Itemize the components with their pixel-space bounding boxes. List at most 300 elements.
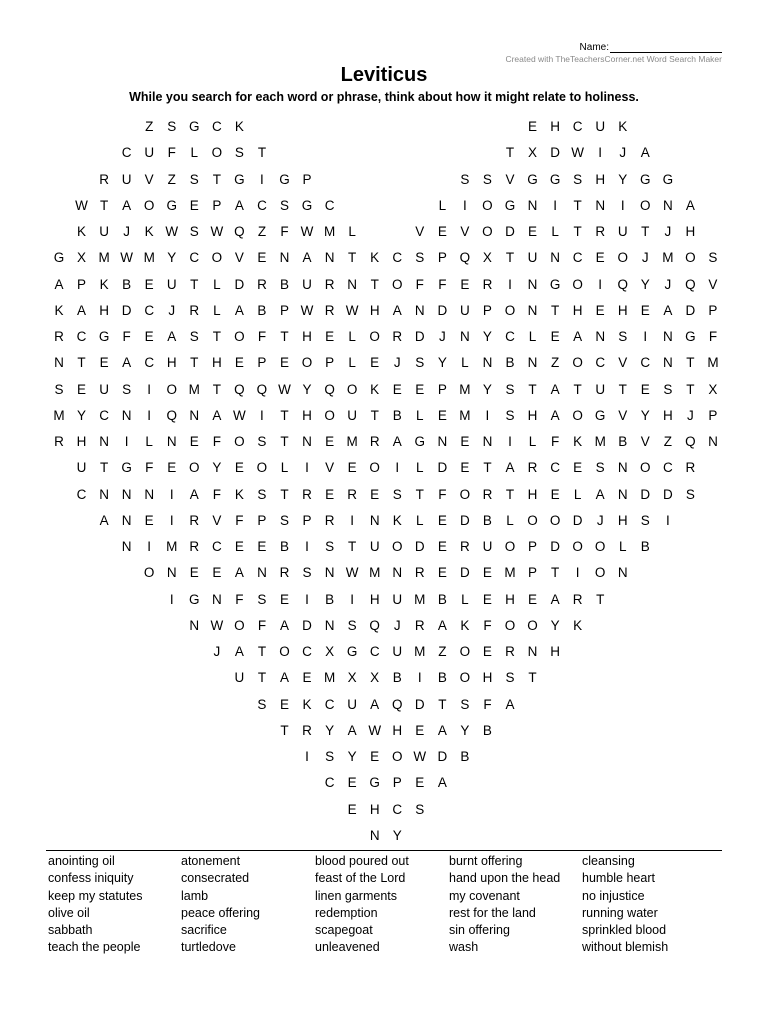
grid-letter[interactable]: L <box>145 434 153 449</box>
grid-letter[interactable]: L <box>348 224 356 239</box>
grid-letter[interactable]: Y <box>482 381 492 397</box>
grid-letter[interactable]: A <box>77 302 87 318</box>
grid-letter[interactable]: Z <box>550 355 560 371</box>
grid-letter[interactable]: T <box>528 670 537 686</box>
grid-letter[interactable]: S <box>279 197 289 213</box>
grid-letter[interactable]: U <box>144 145 155 161</box>
grid-letter[interactable]: O <box>459 644 471 659</box>
grid-letter[interactable]: C <box>662 460 673 476</box>
grid-letter[interactable]: K <box>392 512 402 528</box>
grid-letter[interactable]: O <box>211 250 223 266</box>
grid-letter[interactable]: B <box>325 591 335 607</box>
grid-letter[interactable]: R <box>572 591 583 607</box>
grid-letter[interactable]: N <box>369 827 380 843</box>
grid-letter[interactable]: T <box>573 197 582 213</box>
grid-letter[interactable]: G <box>527 171 538 187</box>
grid-letter[interactable]: I <box>395 460 400 476</box>
grid-letter[interactable]: H <box>369 801 380 817</box>
grid-letter[interactable]: R <box>54 434 64 449</box>
grid-letter[interactable]: S <box>392 486 402 502</box>
grid-letter[interactable]: S <box>640 512 650 528</box>
grid-letter[interactable]: H <box>369 302 380 318</box>
grid-letter[interactable]: D <box>121 302 132 318</box>
grid-letter[interactable]: W <box>300 224 314 239</box>
grid-letter[interactable]: T <box>348 250 357 266</box>
grid-letter[interactable]: D <box>437 749 448 764</box>
grid-letter[interactable]: E <box>437 512 447 528</box>
grid-letter[interactable]: N <box>527 302 538 318</box>
grid-letter[interactable]: C <box>505 329 515 344</box>
grid-letter[interactable]: S <box>189 329 199 344</box>
grid-letter[interactable]: Q <box>166 407 177 423</box>
grid-letter[interactable]: C <box>76 486 87 502</box>
grid-letter[interactable]: Y <box>325 722 335 738</box>
grid-letter[interactable]: C <box>324 775 335 791</box>
grid-letter[interactable]: S <box>415 250 425 266</box>
grid-letter[interactable]: R <box>414 565 425 581</box>
grid-letter[interactable]: L <box>506 512 514 528</box>
grid-letter[interactable]: O <box>572 276 583 292</box>
grid-letter[interactable]: Y <box>550 617 560 633</box>
grid-letter[interactable]: N <box>324 617 335 633</box>
grid-letter[interactable]: T <box>573 381 582 397</box>
grid-letter[interactable]: C <box>211 539 222 554</box>
grid-letter[interactable]: E <box>640 381 650 397</box>
grid-letter[interactable]: L <box>416 512 424 528</box>
grid-letter[interactable]: S <box>663 381 673 397</box>
grid-letter[interactable]: G <box>640 171 651 187</box>
grid-letter[interactable]: M <box>166 539 178 554</box>
grid-letter[interactable]: U <box>617 224 628 239</box>
grid-letter[interactable]: G <box>549 276 561 292</box>
grid-letter[interactable]: S <box>325 749 335 764</box>
grid-letter[interactable]: H <box>392 722 403 738</box>
grid-letter[interactable]: G <box>301 197 313 213</box>
grid-letter[interactable]: A <box>234 302 244 318</box>
grid-letter[interactable]: L <box>348 355 356 371</box>
grid-letter[interactable]: A <box>167 329 177 344</box>
grid-letter[interactable]: G <box>166 197 177 213</box>
grid-letter[interactable]: T <box>212 171 221 187</box>
grid-letter[interactable]: O <box>189 460 200 476</box>
grid-letter[interactable]: J <box>393 617 401 633</box>
grid-letter[interactable]: U <box>369 539 380 554</box>
grid-letter[interactable]: H <box>550 644 560 659</box>
grid-letter[interactable]: L <box>461 355 469 371</box>
grid-letter[interactable]: O <box>527 617 538 633</box>
grid-letter[interactable]: G <box>685 329 696 344</box>
grid-letter[interactable]: R <box>189 539 200 554</box>
grid-letter[interactable]: V <box>144 171 154 187</box>
grid-letter[interactable]: O <box>594 539 606 554</box>
grid-letter[interactable]: L <box>438 197 447 213</box>
grid-letter[interactable]: N <box>121 407 132 423</box>
grid-letter[interactable]: U <box>392 591 403 607</box>
grid-letter[interactable]: G <box>234 171 245 187</box>
grid-letter[interactable]: T <box>483 460 492 476</box>
grid-letter[interactable]: I <box>553 197 557 213</box>
grid-letter[interactable]: F <box>280 224 289 239</box>
grid-letter[interactable]: C <box>392 250 403 266</box>
grid-letter[interactable]: R <box>369 434 380 449</box>
grid-letter[interactable]: H <box>166 355 177 371</box>
grid-letter[interactable]: S <box>167 119 177 134</box>
grid-letter[interactable]: N <box>595 197 606 213</box>
grid-letter[interactable]: R <box>324 276 335 292</box>
grid-letter[interactable]: K <box>144 224 154 239</box>
grid-letter[interactable]: C <box>76 329 87 344</box>
grid-letter[interactable]: Y <box>437 355 447 371</box>
grid-letter[interactable]: N <box>617 486 628 502</box>
grid-letter[interactable]: A <box>573 329 583 344</box>
grid-letter[interactable]: E <box>640 302 650 318</box>
grid-letter[interactable]: O <box>369 329 380 344</box>
grid-letter[interactable]: R <box>392 329 403 344</box>
grid-letter[interactable]: C <box>257 197 267 213</box>
grid-letter[interactable]: G <box>279 171 290 187</box>
grid-letter[interactable]: I <box>508 434 512 449</box>
grid-letter[interactable]: O <box>572 539 583 554</box>
grid-letter[interactable]: F <box>212 486 221 502</box>
grid-letter[interactable]: Q <box>256 381 268 397</box>
grid-letter[interactable]: P <box>302 512 312 528</box>
grid-letter[interactable]: S <box>573 171 583 187</box>
grid-letter[interactable]: M <box>504 565 516 581</box>
grid-letter[interactable]: T <box>550 302 560 318</box>
grid-letter[interactable]: V <box>618 355 628 371</box>
grid-letter[interactable]: V <box>505 171 515 187</box>
grid-letter[interactable]: C <box>189 250 200 266</box>
grid-letter[interactable]: C <box>550 460 560 476</box>
grid-letter[interactable]: R <box>414 617 425 633</box>
grid-letter[interactable]: E <box>437 565 447 581</box>
grid-letter[interactable]: X <box>708 381 718 397</box>
grid-letter[interactable]: A <box>189 486 199 502</box>
grid-letter[interactable]: L <box>573 486 582 502</box>
grid-letter[interactable]: N <box>662 329 673 344</box>
grid-letter[interactable]: G <box>549 171 561 187</box>
grid-letter[interactable]: G <box>98 329 110 344</box>
grid-letter[interactable]: A <box>234 197 244 213</box>
grid-letter[interactable]: J <box>664 224 672 239</box>
grid-letter[interactable]: I <box>598 145 603 161</box>
grid-letter[interactable]: V <box>325 460 335 476</box>
grid-letter[interactable]: R <box>482 276 493 292</box>
grid-letter[interactable]: U <box>302 276 312 292</box>
grid-letter[interactable]: I <box>169 486 174 502</box>
grid-letter[interactable]: M <box>98 250 110 266</box>
grid-letter[interactable]: C <box>324 197 335 213</box>
grid-letter[interactable]: S <box>257 434 267 449</box>
grid-letter[interactable]: N <box>211 591 222 607</box>
grid-letter[interactable]: N <box>257 565 267 581</box>
grid-letter[interactable]: C <box>144 355 155 371</box>
grid-letter[interactable]: R <box>99 171 109 187</box>
grid-letter[interactable]: E <box>370 486 380 502</box>
grid-letter[interactable]: N <box>617 565 628 581</box>
grid-letter[interactable]: N <box>54 355 64 371</box>
grid-letter[interactable]: R <box>189 512 200 528</box>
grid-letter[interactable]: O <box>234 329 245 344</box>
grid-letter[interactable]: Q <box>234 224 245 239</box>
grid-letter[interactable]: S <box>257 696 267 712</box>
grid-letter[interactable]: Y <box>347 749 357 764</box>
grid-letter[interactable]: U <box>347 407 358 423</box>
grid-letter[interactable]: H <box>595 171 606 187</box>
grid-letter[interactable]: G <box>53 250 65 266</box>
grid-letter[interactable]: F <box>550 434 560 449</box>
grid-letter[interactable]: A <box>663 302 673 318</box>
grid-letter[interactable]: P <box>257 355 267 371</box>
grid-letter[interactable]: K <box>370 250 380 266</box>
grid-letter[interactable]: D <box>550 145 560 161</box>
grid-letter[interactable]: I <box>260 407 264 423</box>
grid-letter[interactable]: N <box>482 434 493 449</box>
grid-letter[interactable]: C <box>121 145 132 161</box>
grid-letter[interactable]: V <box>212 512 222 528</box>
grid-letter[interactable]: V <box>234 250 244 266</box>
grid-letter[interactable]: H <box>76 434 87 449</box>
grid-letter[interactable]: Z <box>663 434 672 449</box>
grid-letter[interactable]: E <box>482 591 492 607</box>
grid-letter[interactable]: N <box>324 250 335 266</box>
grid-letter[interactable]: H <box>527 486 538 502</box>
grid-letter[interactable]: H <box>211 355 222 371</box>
grid-letter[interactable]: P <box>279 302 289 318</box>
grid-letter[interactable]: A <box>505 460 515 476</box>
grid-letter[interactable]: T <box>370 276 379 292</box>
grid-letter[interactable]: F <box>212 434 221 449</box>
grid-letter[interactable]: E <box>189 197 199 213</box>
grid-letter[interactable]: K <box>573 434 583 449</box>
grid-letter[interactable]: M <box>369 565 381 581</box>
grid-letter[interactable]: E <box>347 801 357 817</box>
grid-letter[interactable]: L <box>280 460 289 476</box>
grid-letter[interactable]: D <box>460 565 470 581</box>
grid-letter[interactable]: C <box>302 644 312 659</box>
grid-letter[interactable]: I <box>665 512 670 528</box>
grid-letter[interactable]: E <box>325 434 335 449</box>
grid-letter[interactable]: B <box>279 276 289 292</box>
grid-letter[interactable]: D <box>550 539 560 554</box>
grid-letter[interactable]: C <box>324 696 335 712</box>
grid-letter[interactable]: W <box>120 250 134 266</box>
grid-letter[interactable]: Q <box>459 250 471 266</box>
grid-letter[interactable]: T <box>280 486 289 502</box>
grid-letter[interactable]: D <box>640 486 651 502</box>
grid-letter[interactable]: E <box>460 460 470 476</box>
grid-letter[interactable]: Y <box>392 827 402 843</box>
grid-letter[interactable]: N <box>392 565 403 581</box>
grid-letter[interactable]: N <box>189 617 200 633</box>
grid-letter[interactable]: X <box>370 670 380 686</box>
grid-letter[interactable]: S <box>234 145 244 161</box>
grid-letter[interactable]: T <box>528 381 537 397</box>
grid-letter[interactable]: W <box>368 722 382 738</box>
grid-letter[interactable]: K <box>370 381 380 397</box>
grid-letter[interactable]: X <box>482 250 492 266</box>
grid-letter[interactable]: T <box>348 539 357 554</box>
grid-letter[interactable]: O <box>482 197 493 213</box>
grid-letter[interactable]: O <box>527 512 538 528</box>
grid-letter[interactable]: Z <box>257 224 267 239</box>
grid-letter[interactable]: A <box>99 512 109 528</box>
grid-letter[interactable]: N <box>279 250 290 266</box>
grid-letter[interactable]: A <box>437 722 447 738</box>
grid-letter[interactable]: H <box>369 591 380 607</box>
grid-letter[interactable]: H <box>527 407 538 423</box>
grid-letter[interactable]: T <box>505 486 515 502</box>
grid-letter[interactable]: U <box>234 670 245 686</box>
grid-letter[interactable]: B <box>482 512 492 528</box>
grid-letter[interactable]: R <box>527 460 538 476</box>
grid-letter[interactable]: K <box>573 617 583 633</box>
grid-letter[interactable]: I <box>620 197 625 213</box>
grid-letter[interactable]: D <box>505 224 515 239</box>
grid-letter[interactable]: D <box>414 696 425 712</box>
grid-letter[interactable]: E <box>460 434 470 449</box>
grid-letter[interactable]: E <box>302 670 312 686</box>
grid-letter[interactable]: P <box>482 302 492 318</box>
grid-letter[interactable]: N <box>527 276 538 292</box>
grid-letter[interactable]: P <box>392 775 402 791</box>
grid-letter[interactable]: O <box>301 355 313 371</box>
grid-letter[interactable]: S <box>54 381 64 397</box>
grid-letter[interactable]: R <box>257 276 267 292</box>
grid-letter[interactable]: K <box>460 617 470 633</box>
grid-letter[interactable]: R <box>482 486 493 502</box>
grid-letter[interactable]: I <box>147 381 152 397</box>
grid-letter[interactable]: Y <box>640 276 650 292</box>
grid-letter[interactable]: W <box>233 407 246 423</box>
grid-letter[interactable]: F <box>438 276 447 292</box>
grid-letter[interactable]: O <box>143 565 155 581</box>
grid-letter[interactable]: N <box>369 512 380 528</box>
grid-letter[interactable]: O <box>234 617 245 633</box>
grid-letter[interactable]: T <box>257 670 267 686</box>
grid-letter[interactable]: N <box>414 302 425 318</box>
grid-letter[interactable]: L <box>348 329 356 344</box>
grid-letter[interactable]: L <box>528 434 537 449</box>
grid-letter[interactable]: P <box>528 539 538 554</box>
grid-letter[interactable]: O <box>391 276 403 292</box>
grid-letter[interactable]: H <box>617 512 628 528</box>
grid-letter[interactable]: D <box>234 276 245 292</box>
grid-letter[interactable]: Y <box>167 250 177 266</box>
grid-letter[interactable]: K <box>99 276 109 292</box>
grid-letter[interactable]: A <box>54 276 64 292</box>
grid-letter[interactable]: T <box>370 407 379 423</box>
grid-letter[interactable]: T <box>99 197 109 213</box>
grid-letter[interactable]: O <box>504 539 516 554</box>
grid-letter[interactable]: M <box>594 434 606 449</box>
grid-letter[interactable]: I <box>575 565 580 581</box>
grid-letter[interactable]: J <box>168 302 176 318</box>
grid-letter[interactable]: B <box>437 670 447 686</box>
grid-letter[interactable]: Y <box>618 171 628 187</box>
grid-letter[interactable]: A <box>234 644 244 659</box>
grid-letter[interactable]: O <box>166 381 177 397</box>
grid-letter[interactable]: T <box>596 591 605 607</box>
grid-letter[interactable]: A <box>595 486 605 502</box>
grid-letter[interactable]: E <box>279 696 289 712</box>
grid-letter[interactable]: I <box>643 329 648 344</box>
grid-letter[interactable]: I <box>417 670 422 686</box>
grid-letter[interactable]: H <box>482 670 493 686</box>
grid-letter[interactable]: Q <box>685 434 696 449</box>
grid-letter[interactable]: I <box>169 591 174 607</box>
grid-letter[interactable]: I <box>124 434 129 449</box>
grid-letter[interactable]: E <box>482 644 492 659</box>
grid-letter[interactable]: S <box>189 171 199 187</box>
grid-letter[interactable]: F <box>235 512 244 528</box>
grid-letter[interactable]: B <box>618 434 628 449</box>
grid-letter[interactable]: F <box>257 617 267 633</box>
grid-letter[interactable]: E <box>189 565 199 581</box>
grid-letter[interactable]: S <box>302 565 312 581</box>
grid-letter[interactable]: S <box>325 539 335 554</box>
grid-letter[interactable]: C <box>392 801 403 817</box>
grid-letter[interactable]: A <box>437 617 447 633</box>
grid-letter[interactable]: G <box>504 197 516 213</box>
grid-letter[interactable]: A <box>685 197 695 213</box>
grid-letter[interactable]: P <box>77 276 87 292</box>
grid-letter[interactable]: S <box>595 460 605 476</box>
grid-letter[interactable]: I <box>350 512 355 528</box>
grid-letter[interactable]: K <box>54 302 64 318</box>
grid-letter[interactable]: N <box>99 434 109 449</box>
grid-letter[interactable]: M <box>53 407 65 423</box>
grid-letter[interactable]: R <box>279 565 290 581</box>
grid-letter[interactable]: E <box>144 276 154 292</box>
grid-letter[interactable]: K <box>234 119 244 134</box>
grid-letter[interactable]: S <box>122 381 132 397</box>
grid-letter[interactable]: H <box>302 407 312 423</box>
grid-letter[interactable]: N <box>121 512 132 528</box>
grid-letter[interactable]: M <box>346 434 358 449</box>
grid-letter[interactable]: A <box>437 775 447 791</box>
grid-letter[interactable]: M <box>188 381 200 397</box>
grid-letter[interactable]: T <box>77 355 86 371</box>
grid-letter[interactable]: G <box>369 775 380 791</box>
grid-letter[interactable]: T <box>686 381 695 397</box>
grid-letter[interactable]: T <box>212 329 221 344</box>
grid-letter[interactable]: E <box>528 224 538 239</box>
grid-letter[interactable]: T <box>280 722 289 738</box>
grid-letter[interactable]: F <box>483 696 492 712</box>
grid-letter[interactable]: Q <box>617 276 628 292</box>
grid-letter[interactable]: E <box>257 250 267 266</box>
grid-letter[interactable]: N <box>460 329 470 344</box>
grid-letter[interactable]: T <box>505 250 515 266</box>
grid-letter[interactable]: K <box>302 696 312 712</box>
grid-letter[interactable]: D <box>414 539 425 554</box>
grid-letter[interactable]: E <box>234 460 244 476</box>
grid-letter[interactable]: I <box>305 749 309 764</box>
grid-letter[interactable]: W <box>571 145 585 161</box>
grid-letter[interactable]: W <box>300 302 314 318</box>
grid-letter[interactable]: E <box>370 749 380 764</box>
grid-letter[interactable]: N <box>166 565 177 581</box>
grid-letter[interactable]: U <box>99 224 109 239</box>
grid-letter[interactable]: L <box>461 591 469 607</box>
grid-letter[interactable]: T <box>280 434 289 449</box>
grid-letter[interactable]: I <box>350 591 355 607</box>
grid-letter[interactable]: E <box>415 775 425 791</box>
grid-letter[interactable]: R <box>189 302 200 318</box>
grid-letter[interactable]: G <box>121 460 132 476</box>
grid-letter[interactable]: D <box>437 460 448 476</box>
